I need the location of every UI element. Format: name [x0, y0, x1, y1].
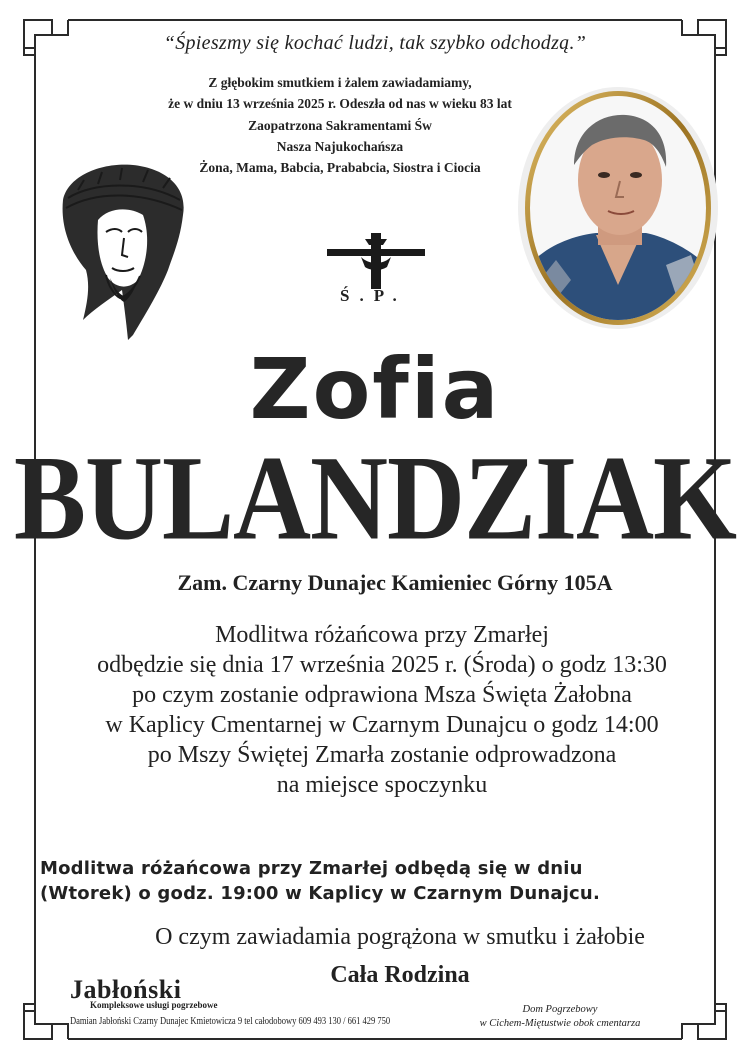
ceremony-line: odbędzie się dnia 17 września 2025 r. (Środa) o godz 13:30: [97, 652, 667, 678]
intro-line: Zaopatrzona Sakramentami Św: [248, 117, 432, 133]
rosary-notice: [40, 856, 740, 906]
portrait-photo: [516, 85, 720, 331]
funeral-home-logo: Jabłoński: [70, 975, 182, 1004]
intro-line: Nasza Najukochańsza: [276, 138, 404, 154]
sp-abbreviation: Ś.P.: [340, 286, 407, 305]
intro-line: Z głębokim smutkiem i żalem zawiadamiamy,: [208, 75, 472, 90]
funeral-home-line: w Cichem-Miętustwie obok cmentarza: [479, 1018, 641, 1029]
family-notice: O czym zawiadamia pogrążona w smutku i żałobie: [155, 924, 645, 950]
ceremony-line: na miejsce spoczynku: [276, 772, 488, 798]
ceremony-line: w Kaplicy Cmentarnej w Czarnym Dunajcu o godz 14:00: [105, 712, 659, 738]
funeral-home-contact: Damian Jabłoński Czarny Dunajec Kmietowicza 9 tel całodobowy 609 493 130 / 661 429 750: [70, 1016, 391, 1027]
intro-line: Żona, Mama, Babcia, Prababcia, Siostra i Ciocia: [199, 160, 481, 176]
ceremony-details: [0, 620, 750, 800]
family-signature: Cała Rodzina: [330, 962, 470, 988]
ceremony-line: po czym zostanie odprawiona Msza Święta Żałobna: [132, 682, 632, 708]
jesus-crown-of-thorns-icon: [48, 160, 198, 350]
ceremony-line: po Mszy Świętej Zmarła zostanie odprowadzona: [147, 742, 617, 768]
funeral-home-line: Dom Pogrzebowy: [522, 1004, 598, 1015]
last-name: BULANDZIAK: [13, 432, 737, 566]
ceremony-line: Modlitwa różańcowa przy Zmarłej: [215, 622, 549, 648]
residence-address: Zam. Czarny Dunajec Kamieniec Górny 105A: [177, 570, 613, 595]
first-name: Zofia: [249, 340, 501, 438]
rosary-line: Modlitwa różańcowa przy Zmarłej odbędą się w dniu: [40, 858, 583, 879]
intro-line: że w dniu 13 września 2025 r. Odeszła od nas w wieku 83 lat: [168, 96, 512, 112]
cross-icon: [325, 228, 427, 294]
rosary-line: (Wtorek) o godz. 19:00 w Kaplicy w Czarnym Dunajcu.: [40, 883, 600, 904]
funeral-home-address: [440, 1003, 680, 1031]
funeral-home-subtitle: Kompleksowe usługi pogrzebowe: [90, 1000, 218, 1010]
memorial-quote: “Śpieszmy się kochać ludzi, tak szybko odchodzą.”: [163, 32, 587, 54]
